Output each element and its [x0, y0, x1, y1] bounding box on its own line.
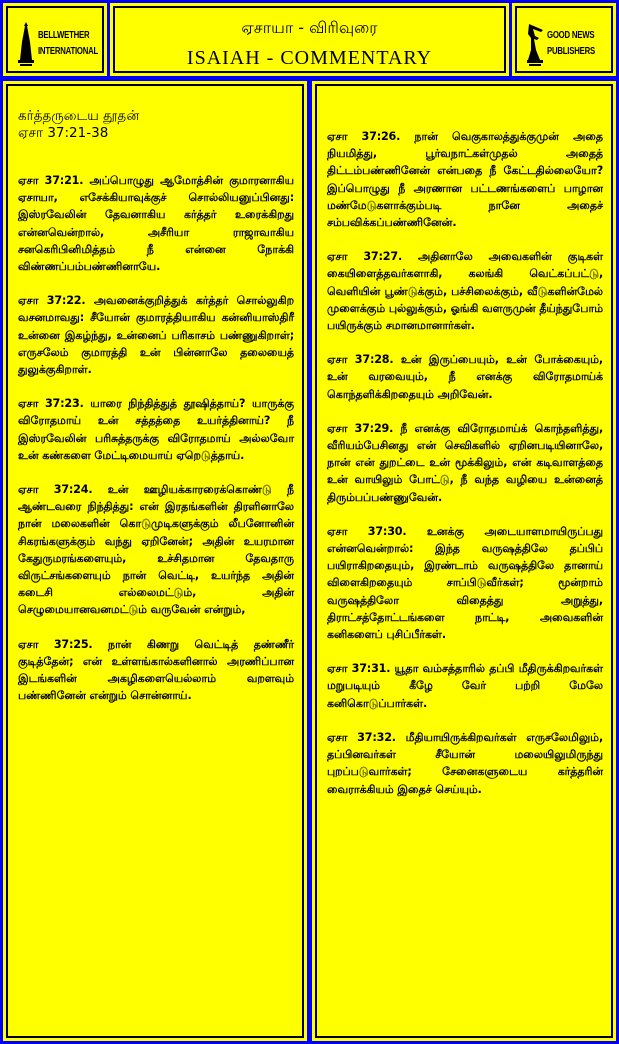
trumpet-angel-icon — [525, 20, 545, 68]
bellwether-logo-text — [38, 28, 98, 60]
verse-paragraph: ஏசா 37:28. உன் இருப்பையும், உன் போக்கையும், உன் வரவையும், நீ எனக்கு விரோதமாய்க் கொந்தளிக்கிறதையும் அறிவேன். — [327, 353, 603, 401]
bellwether-logo — [16, 20, 102, 68]
good-news-logo-text — [547, 28, 595, 60]
header-left-logo-panel — [3, 3, 107, 76]
header-right-logo-panel — [512, 3, 616, 76]
right-column-border — [315, 84, 613, 1038]
section-heading — [18, 108, 294, 142]
verse-paragraph: ஏசா 37:31. யூதா வம்சத்தாரில் தப்பி மீதிருக்கிறவர்கள் மறுபடியும் கீழே வேர் பற்றி மேலே கனிகொடுப்பார்கள். — [327, 662, 603, 710]
bell-icon — [16, 20, 36, 68]
right-column — [312, 81, 616, 1041]
header-title-panel — [110, 3, 509, 76]
header-title-border — [113, 6, 506, 73]
left-column-border — [6, 84, 304, 1038]
tamil-title: ஏசாயா - விரிவுரை — [241, 18, 378, 37]
english-title: ISAIAH - COMMENTARY — [186, 47, 433, 69]
left-column — [3, 81, 307, 1041]
header-right-border — [515, 6, 613, 73]
verse-paragraph: ஏசா 37:26. நான் வெகுகாலத்துக்குமுன் அதை நியமித்து, பூர்வநாட்கள்முதல் அதைத் திட்டம்பண்ணினேன் என்பதை நீ கேட்டதில்லையோ? இப்பொழுது நீ அரணான பட்டணங்களைப் பாழான மண்மேடுகளாக்கும்படி நானே அதைச் சம்பவிக்கப்பண்ணினேன். — [327, 130, 603, 230]
verse-paragraph: ஏசா 37:27. அதினாலே அவைகளின் குடிகள் கையிளைத்தவர்களாகி, கலங்கி வெட்கப்பட்டு, வெளியின் பூண்டுக்கும், பச்சிலைக்கும், வீடுகளின்மேல் முளைக்கும் புல்லுக்கும், ஓங்கி வளருமுன் தீய்ந்துபோம் பயிருக்கும் சமானமானார்கள். — [327, 250, 603, 333]
logo-line-1: BELLWETHER — [38, 30, 90, 41]
header-left-border — [6, 6, 104, 73]
verse-paragraph: ஏசா 37:23. யாரை நிந்தித்துத் தூஷித்தாய்? யாருக்கு விரோதமாய் உன் சத்தத்தை உயர்த்தினாய்? நீ இஸ்ரவேலின் பரிசுத்தருக்கு விரோதமாய் அல்லவோ உன் கண்களை மேட்டிமையாய் ஏறெடுத்தாய். — [18, 397, 294, 462]
logo-line-2: PUBLISHERS — [547, 46, 595, 57]
section-reference: ஏசா 37:21-38 — [18, 125, 109, 141]
verse-paragraph: ஏசா 37:24. உன் ஊழியக்காரரைக்கொண்டு நீ ஆண்டவரை நிந்தித்து: என் இரதங்களின் திரளினாலே நான் மலைகளின் கொடுமுடிகளுக்கும் லீபனோனின் சிகரங்களுக்கும் வந்து ஏறினேன்; அதின் உயரமான கேதுருமரங்களையும், உச்சிதமான தேவதாரு விருட்சங்களையும் நான் வெட்டி, உயர்ந்த அதின் கடைசி எல்லைமட்டும், அதின் செழுமையானவனமட்டும் வருவேன் என்றும், — [18, 483, 294, 617]
good-news-logo — [525, 20, 611, 68]
logo-line-1: GOOD NEWS — [547, 30, 595, 41]
verse-paragraph: ஏசா 37:29. நீ எனக்கு விரோதமாய்க் கொந்தளித்து, வீரியம்பேசினது என் செவிகளில் ஏறினபடியினாலே, நான் என் துறட்டை உன் மூக்கிலும், என் கடிவாளத்தை உன் வாயிலும் போட்டு, நீ வந்த வழியை உன்னைத் திரும்பப்பண்ணுவேன். — [327, 421, 603, 504]
verse-paragraph: ஏசா 37:21. அப்பொழுது ஆமோத்சின் குமாரனாகிய ஏசாயா, எசேக்கியாவுக்குச் சொல்லியனுப்பினது: இஸ்ரவேலின் தேவனாகிய கர்த்தர் உரைக்கிறது என்னவென்றால், அசீரியா ராஜாவாகிய சனகெரிபினிமித்தம் நீ என்னை நோக்கி விண்ணப்பம்பண்ணினாயே. — [18, 174, 294, 274]
verse-paragraph: ஏசா 37:25. நான் கிணறு வெட்டித் தண்ணீர் குடித்தேன்; என் உள்ளங்கால்களினால் அரணிப்பான இடங்களின் அகழிகளையெல்லாம் வறளவும் பண்ணினேன் என்றும் சொன்னாய். — [18, 637, 294, 703]
verse-paragraph: ஏசா 37:32. மீதியாயிருக்கிறவர்கள் எருசலேமிலும், தப்பினவர்கள் சீயோன் மலையிலுமிருந்து புறப்படுவார்கள்; சேனைகளுடைய கர்த்தரின் வைராக்கியம் இதைச் செய்யும். — [327, 730, 603, 796]
verse-paragraph: ஏசா 37:30. உனக்கு அடையாளமாயிருப்பது என்னவென்றால்: இந்த வருஷத்திலே தப்பிப் பயிராகிறதையும், இரண்டாம் வருஷத்திலே தானாய் விளைகிறதையும் சாப்பிடுவீர்கள்; மூன்றாம் வருஷத்திலோ விதைத்து அறுத்து, திராட்சத்தோட்டங்களை நாட்டி, அவைகளின் கனிகளைப் புசிப்பீர்கள். — [327, 524, 603, 642]
logo-line-2: INTERNATIONAL — [38, 46, 99, 57]
verse-paragraph: ஏசா 37:22. அவனைக்குறித்துக் கர்த்தர் சொல்லுகிற வசனமாவது: சீயோன் குமாரத்தியாகிய கன்னியாஸ்திரீ உன்னை இகழ்ந்து, உன்னைப் பரிகாசம் பண்ணுகிறாள்; எருசலேம் குமாரத்தி உன் பின்னாலே தலையைத் துலுக்குகிறாள். — [18, 294, 294, 377]
section-title: கர்த்தருடைய தூதன் — [18, 108, 140, 124]
